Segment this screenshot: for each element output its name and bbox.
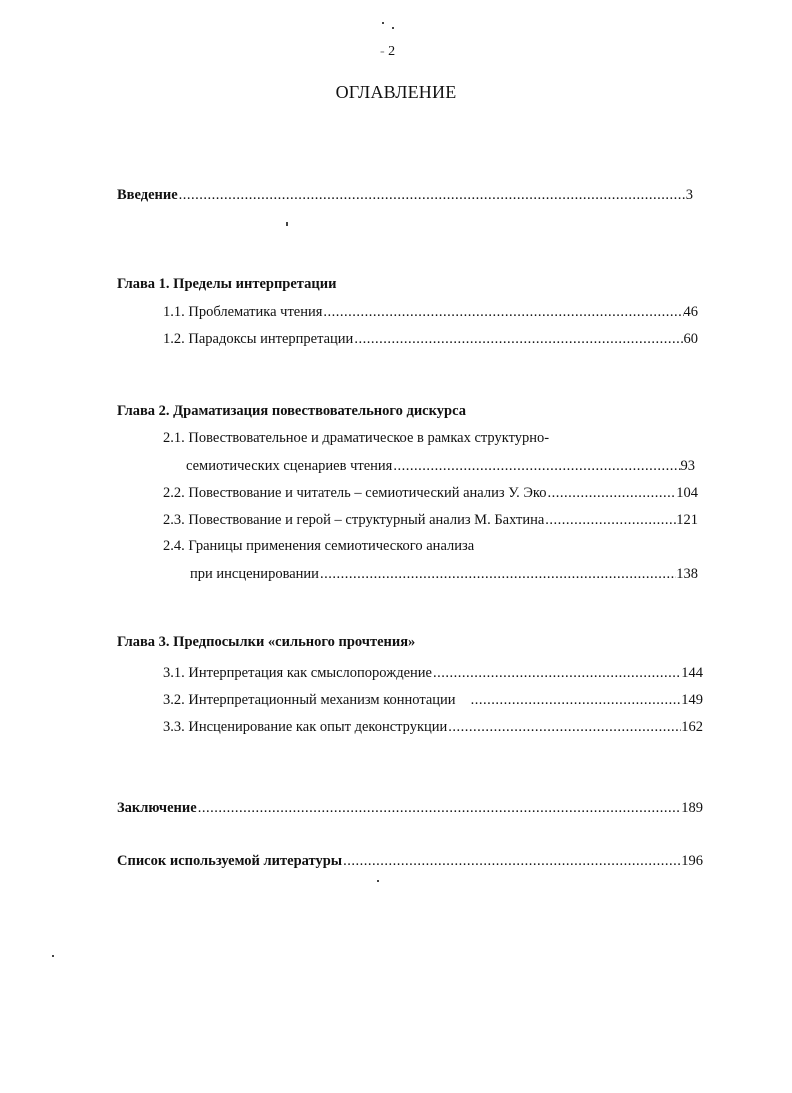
toc-page: 189 (681, 800, 703, 816)
scan-speck (286, 222, 288, 226)
dot-leader (178, 186, 686, 204)
scan-speck (52, 955, 54, 957)
toc-label: Заключение (117, 800, 197, 816)
toc-label: 1.1. Проблематика чтения (163, 304, 323, 320)
toc-label: Список используемой литературы (117, 853, 343, 869)
dot-leader (319, 565, 676, 583)
toc-page: 104 (676, 485, 698, 501)
toc-page: 3 (685, 187, 693, 203)
toc-page: 149 (681, 692, 703, 708)
toc-label: семиотических сценариев чтения (186, 458, 393, 474)
toc-entry-2-1-line1[interactable]: 2.1. Повествовательное и драматическое в рамках структурно- (163, 430, 550, 446)
dot-leader (544, 511, 676, 529)
page-number: - 2 (380, 44, 396, 59)
toc-entry-conclusion[interactable] (117, 799, 703, 817)
toc-label: 2.3. Повествование и герой – структурный анализ М. Бахтина (163, 512, 545, 528)
toc-label: 3.3. Инсценирование как опыт деконструкции (163, 719, 448, 735)
dot-leader (546, 484, 676, 502)
toc-label: при инсценировании (190, 566, 319, 582)
dot-leader (342, 852, 681, 870)
toc-page: 60 (683, 331, 698, 347)
toc-label: 2.2. Повествование и читатель – семиотический анализ У. Эко (163, 485, 547, 501)
toc-entry-1-1[interactable] (163, 303, 698, 321)
dot-leader (447, 718, 681, 736)
toc-entry-bibliography[interactable] (117, 852, 703, 870)
toc-entry-3-1[interactable] (163, 664, 703, 682)
toc-entry-2-2[interactable] (163, 484, 698, 502)
scan-speck (382, 22, 384, 24)
toc-page: 46 (683, 304, 698, 320)
scan-speck (392, 27, 394, 29)
dot-leader (197, 799, 682, 817)
toc-label: 3.2. Интерпретационный механизм коннотации (163, 692, 456, 708)
toc-entry-3-2[interactable] (163, 691, 703, 709)
toc-entry-3-3[interactable] (163, 718, 703, 736)
dot-leader (353, 330, 683, 348)
toc-entry-2-4-line2[interactable] (190, 565, 698, 583)
dot-leader (470, 691, 682, 709)
toc-label: Введение (117, 187, 178, 203)
chapter-2-heading[interactable]: Глава 2. Драматизация повествовательного дискурса (117, 403, 466, 419)
dot-leader (322, 303, 683, 321)
toc-page: 138 (676, 566, 698, 582)
toc-page: 196 (681, 853, 703, 869)
toc-entry-introduction[interactable] (117, 186, 693, 204)
toc-entry-2-4-line1[interactable]: 2.4. Границы применения семиотического анализа (163, 538, 475, 554)
page-title: ОГЛАВЛЕНИЕ (335, 82, 457, 102)
dot-leader (392, 457, 680, 475)
toc-page: 121 (676, 512, 698, 528)
dot-leader (432, 664, 681, 682)
chapter-1-heading[interactable]: Глава 1. Пределы интерпретации (117, 276, 337, 292)
scan-speck (377, 880, 379, 882)
toc-label: 1.2. Парадоксы интерпретации (163, 331, 354, 347)
toc-page: 93 (680, 458, 695, 474)
toc-entry-1-2[interactable] (163, 330, 698, 348)
toc-page: 144 (681, 665, 703, 681)
chapter-3-heading[interactable]: Глава 3. Предпосылки «сильного прочтения» (117, 634, 416, 650)
toc-entry-2-1-line2[interactable] (186, 457, 695, 475)
toc-entry-2-3[interactable] (163, 511, 698, 529)
toc-page: 162 (681, 719, 703, 735)
toc-label: 3.1. Интерпретация как смыслопорождение (163, 665, 432, 681)
